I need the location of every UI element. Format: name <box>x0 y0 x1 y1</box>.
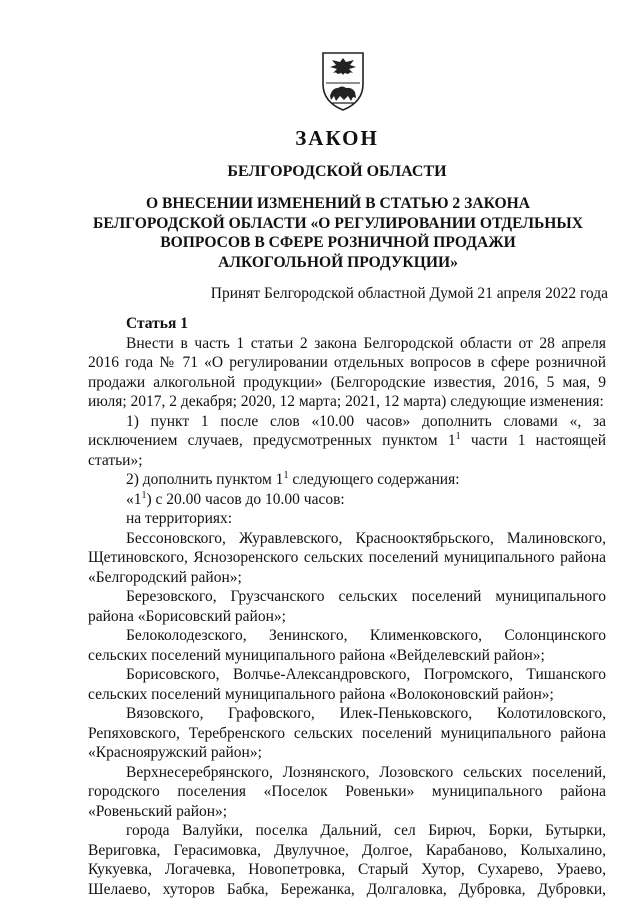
law-body <box>88 314 606 899</box>
superscript: 1 <box>455 431 461 442</box>
law-subject-line: О ВНЕСЕНИИ ИЗМЕНЕНИЙ В СТАТЬЮ 2 ЗАКОНА <box>145 195 531 212</box>
amendment-item-1 <box>88 412 606 471</box>
law-subject <box>18 194 640 272</box>
district-paragraph: Березовского, Грузсчанского сельских поселений муниципального района «Борисовский район»; <box>88 588 606 625</box>
quoted-clause <box>88 490 606 510</box>
item-text: части 1 настоящей статьи»; <box>88 432 606 469</box>
region-title: БЕЛГОРОДСКОЙ ОБЛАСТИ <box>227 163 447 180</box>
document-title: ЗАКОН <box>295 126 379 150</box>
intro-paragraph: Внести в часть 1 статьи 2 закона Белгородской области от 28 апреля 2016 года № 71 «О регулировании отдельных вопросов в сфере розничной продажи алкогольной продукции» (Белгородские известия, 2016, 5 мая, 9 июля; 2017, 2 декабря; 2020, 12 марта; 2021, 12 марта) следующие изменения: <box>88 334 606 410</box>
item-text: ) с 20.00 часов до 10.00 часов: <box>146 490 345 508</box>
item-text: следующего содержания: <box>288 471 460 488</box>
district-paragraph: Бессоновского, Журавлевского, Краснооктябрьского, Малиновского, Щетиновского, Яснозоренского сельских поселений муниципального района «Белгородский район»; <box>88 529 606 586</box>
district-paragraph: Верхнесеребрянского, Лознянского, Лозовского сельских поселений, городского поселения «Поселок Ровеньки» муниципального района «Ровеньский район»; <box>88 763 606 820</box>
district-paragraph: города Валуйки, поселка Дальний, сел Бирюч, Борки, Бутырки, Вериговка, Герасимовка, Двулучное, Долгое, Карабаново, Колыхалино, Кукуевка, Логачевка, Новопетровка, Старый Хутор, Сухарево, Ураево, Шелаево, хуторов Бабка, Бережанка, Долгаловка, Дубровка, Дубровки, <box>88 822 606 898</box>
article-heading: Статья 1 <box>126 315 188 332</box>
superscript: 1 <box>283 470 289 481</box>
territories-intro: на территориях: <box>126 510 233 527</box>
coat-of-arms-icon <box>318 50 368 112</box>
law-subject-line: БЕЛГОРОДСКОЙ ОБЛАСТИ «О РЕГУЛИРОВАНИИ ОТДЕЛЬНЫХ <box>93 214 583 232</box>
district-paragraph: Борисовского, Волчье-Александровского, Погромского, Тишанского сельских поселений муниципального района «Волоконовский район»; <box>88 666 606 703</box>
law-subject-line: АЛКОГОЛЬНОЙ ПРОДУКЦИИ» <box>218 253 458 271</box>
item-text: 1) пункт 1 после слов «10.00 часов» дополнить словами «, за исключением случаев, предусмотренных пунктом 1 <box>88 412 606 449</box>
superscript: 1 <box>141 489 147 501</box>
amendment-item-2 <box>88 470 606 490</box>
district-paragraph: Вязовского, Графовского, Илек-Пеньковского, Колотиловского, Репяховского, Теребренского сельских поселений муниципального района «Краснояружский район»; <box>88 705 606 761</box>
adoption-note: Принят Белгородской областной Думой 21 апреля 2022 года <box>210 285 608 302</box>
item-text: 2) дополнить пунктом 1 <box>126 471 284 488</box>
law-subject-line: ВОПРОСОВ В СФЕРЕ РОЗНИЧНОЙ ПРОДАЖИ <box>160 234 516 251</box>
item-text: «1 <box>126 490 142 508</box>
district-paragraph: Белоколодезского, Зенинского, Клименковского, Солонцинского сельских поселений муниципального района «Вейделевский район»; <box>88 627 606 664</box>
